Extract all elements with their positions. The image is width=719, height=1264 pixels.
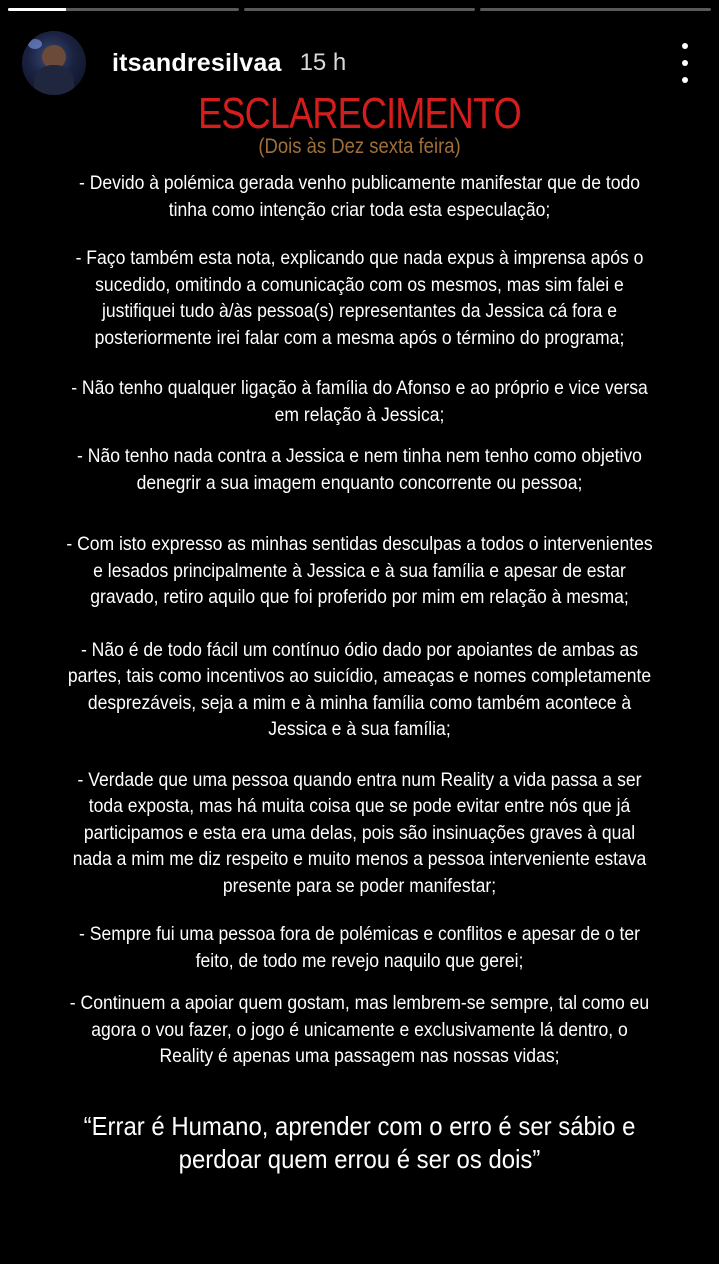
- paragraph-2: - Faço também esta nota, explicando que nada expus à imprensa após o sucedido, omitindo a comunicação com os mesmos, mas sim falei e justifiquei tudo à/às pessoa(s) representantes da Jessica cá fora e posteriormente irei falar com a mesma após o término do programa;: [75, 247, 644, 349]
- paragraph-7: - Verdade que uma pessoa quando entra num Reality a vida passa a ser toda exposta, mas há muita coisa que se pode evitar entre nós que já participamos e esta era uma delas, pois são insinuações graves à qual nada a mim me diz respeito e muito menos a pessoa interveniente estava presente para se poder manifestar;: [72, 768, 647, 897]
- story-progress-segment: [8, 8, 239, 11]
- paragraph-9: - Continuem a apoiar quem gostam, mas lembrem-se sempre, tal como eu agora o vou fazer, o jogo é unicamente e exclusivamente lá dentro, o Reality é apenas uma passagem nas nossas vidas;: [69, 992, 650, 1067]
- story-progress-segment: [244, 8, 475, 11]
- avatar[interactable]: [22, 31, 86, 95]
- more-dot: [682, 43, 688, 49]
- closing-quote: “Errar é Humano, aprender com o erro é ser sábio e perdoar quem errou é ser os dois”: [83, 1110, 636, 1174]
- paragraph-6: - Não é de todo fácil um contínuo ódio dado por apoiantes de ambas as partes, tais como incentivos ao suicídio, ameaças e nomes completamente desprezáveis, seja a mim e à minha família como também acontece à Jessica e à sua família;: [67, 638, 652, 740]
- more-vertical-icon[interactable]: [673, 43, 697, 83]
- more-dot: [682, 77, 688, 83]
- paragraph-8: - Sempre fui uma pessoa fora de polémicas e conflitos e apesar de o ter feito, de todo me revejo naquilo que gerei;: [79, 923, 640, 972]
- story-progress-segment: [480, 8, 711, 11]
- post-title: ESCLARECIMENTO: [198, 89, 521, 138]
- story-progress: [8, 8, 711, 12]
- post-subtitle: (Dois às Dez sexta feira): [258, 135, 461, 158]
- paragraph-4: - Não tenho nada contra a Jessica e nem tinha nem tenho como objetivo denegrir a sua imagem enquanto concorrente ou pessoa;: [77, 445, 642, 494]
- paragraph-3: - Não tenho qualquer ligação à família do Afonso e ao próprio e vice versa em relação à Jessica;: [71, 377, 648, 426]
- story-content: [30, 90, 689, 1176]
- username[interactable]: itsandresilvaa: [112, 48, 282, 77]
- avatar-light: [28, 39, 42, 49]
- paragraph-5: - Com isto expresso as minhas sentidas desculpas a todos o intervenientes e lesados principalmente à Jessica e à sua família e apesar de estar gravado, retiro aquilo que foi proferido por mim em relação à mesma;: [66, 533, 653, 608]
- story-progress-fill: [8, 8, 66, 11]
- story-header: [22, 30, 697, 96]
- timestamp: 15 h: [299, 49, 347, 76]
- paragraph-1: - Devido à polémica gerada venho publicamente manifestar que de todo tinha como intenção criar toda esta especulação;: [79, 172, 640, 221]
- more-dot: [682, 60, 688, 66]
